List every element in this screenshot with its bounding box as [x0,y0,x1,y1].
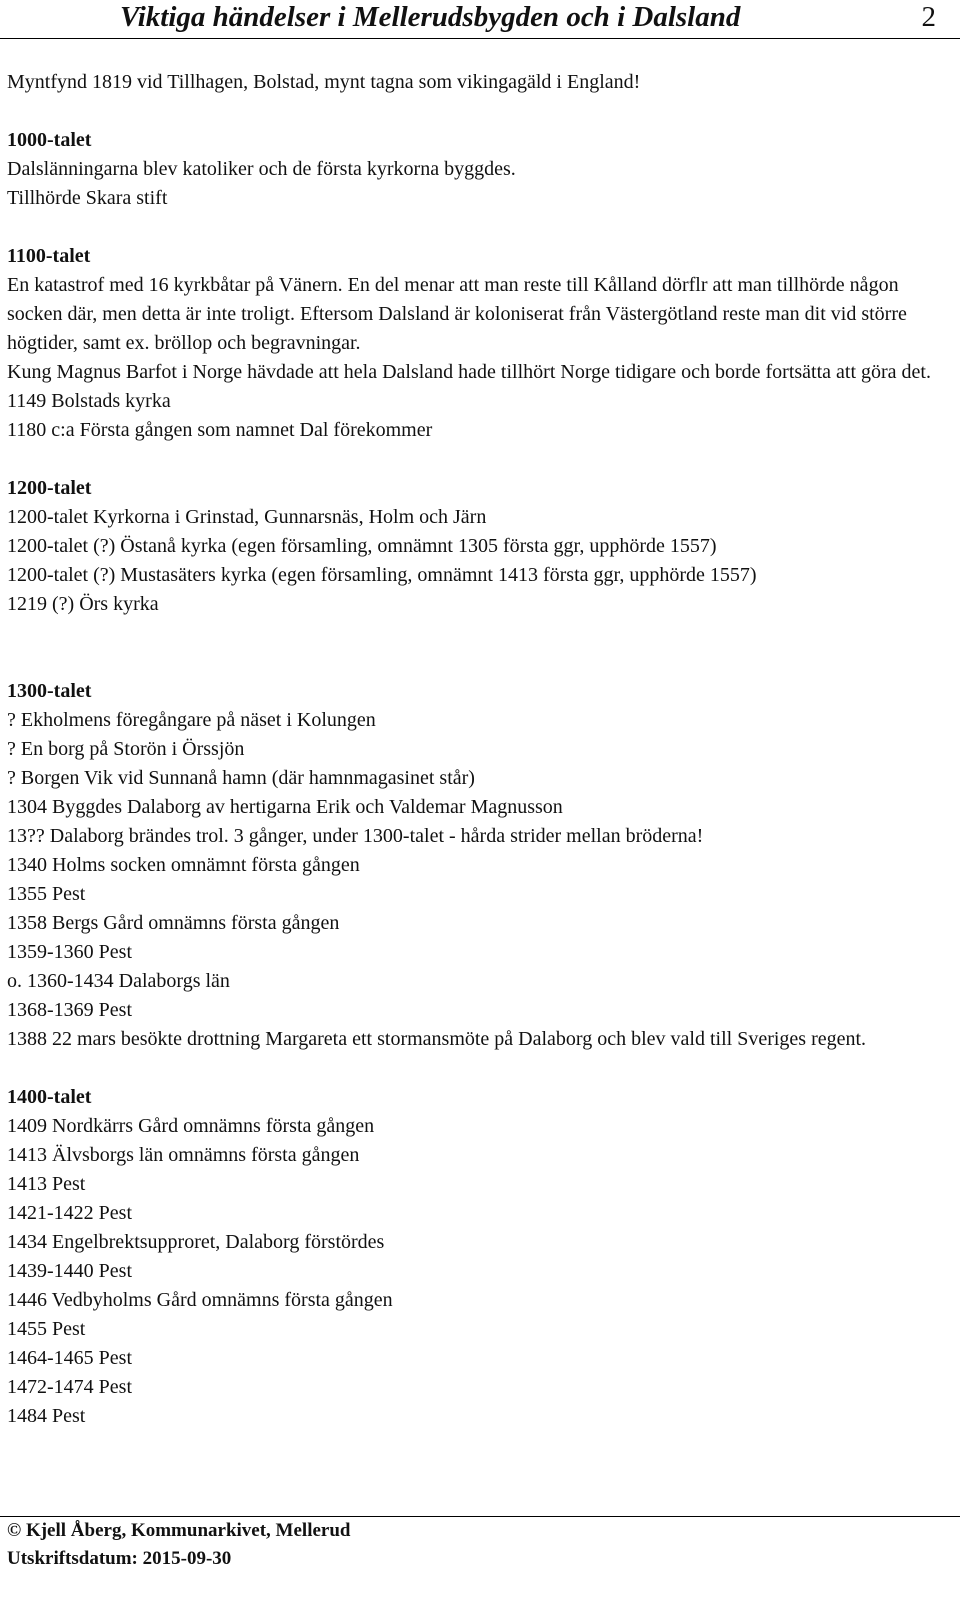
text-line: 1219 (?) Örs kyrka [7,593,159,615]
section-1400-talet [7,1083,947,1431]
section-1300-talet [7,677,947,1054]
text-line: ? Ekholmens föregångare på näset i Kolungen [7,709,376,731]
section-heading: 1100-talet [7,245,91,267]
page-footer [0,1516,960,1609]
text-line: Myntfynd 1819 vid Tillhagen, Bolstad, mynt tagna som vikingagäld i England! [7,71,641,93]
text-line: 1464-1465 Pest [7,1347,132,1369]
text-line: 1358 Bergs Gård omnämns första gången [7,912,340,934]
section-heading: 1400-talet [7,1086,92,1108]
section-heading: 1200-talet [7,477,92,499]
text-line: 1455 Pest [7,1318,86,1340]
text-line: 1446 Vedbyholms Gård omnämns första gången [7,1289,393,1311]
section-1000-talet [7,126,947,213]
intro-section [7,68,947,97]
text-line: 1200-talet (?) Östanå kyrka (egen församling, omnämnt 1305 första ggr, upphörde 1557) [7,535,717,557]
header-divider [0,38,960,39]
page-header [0,0,960,44]
text-line: 1368-1369 Pest [7,999,132,1021]
section-1100-talet [7,242,947,445]
text-line: 1413 Pest [7,1173,86,1195]
text-line: 1484 Pest [7,1405,86,1427]
text-line: o. 1360-1434 Dalaborgs län [7,970,230,992]
text-line: 1409 Nordkärrs Gård omnämns första gången [7,1115,375,1137]
footer-print-date: Utskriftsdatum: 2015-09-30 [7,1548,232,1569]
section-heading: 1000-talet [7,129,92,151]
text-line: 1180 c:a Första gången som namnet Dal förekommer [7,419,433,441]
text-line: 1434 Engelbrektsupproret, Dalaborg förstördes [7,1231,385,1253]
section-heading: 1300-talet [7,680,92,702]
text-paragraph: Kung Magnus Barfot i Norge hävdade att hela Dalsland hade tillhört Norge tidigare och borde fortsätta att göra det. [7,361,931,383]
text-line: 1355 Pest [7,883,86,905]
text-line: Dalslänningarna blev katoliker och de första kyrkorna byggdes. [7,158,516,180]
section-1200-talet [7,474,947,619]
text-line: 1304 Byggdes Dalaborg av hertigarna Erik och Valdemar Magnusson [7,796,563,818]
footer-divider [0,1516,960,1517]
text-line: 1421-1422 Pest [7,1202,132,1224]
document-body [7,68,947,1460]
text-line: 1413 Älvsborgs län omnämns första gången [7,1144,360,1166]
page-title: Viktiga händelser i Mellerudsbygden och i Dalsland [120,1,741,33]
text-line: ? En borg på Storön i Örssjön [7,738,245,760]
text-paragraph: En katastrof med 16 kyrkbåtar på Vänern. En del menar att man reste till Kålland dörflr att man tillhörde någon socken där, men detta är inte troligt. Eftersom Dalsland är koloniserat från Västergötland reste man dit vid större högtider, samt ex. bröllop och begravningar. [7,274,907,354]
text-line: 1340 Holms socken omnämnt första gången [7,854,360,876]
text-line: 1439-1440 Pest [7,1260,132,1282]
text-line: 1149 Bolstads kyrka [7,390,171,412]
footer-copyright: © Kjell Åberg, Kommunarkivet, Mellerud [7,1520,351,1541]
text-line: Tillhörde Skara stift [7,187,168,209]
text-line: 1200-talet Kyrkorna i Grinstad, Gunnarsnäs, Holm och Järn [7,506,487,528]
text-line: 1200-talet (?) Mustasäters kyrka (egen församling, omnämnt 1413 första ggr, upphörde 1557) [7,564,757,586]
text-line: 13?? Dalaborg brändes trol. 3 gånger, under 1300-talet - hårda strider mellan bröderna! [7,825,704,847]
page-number: 2 [921,1,936,33]
text-line: 1472-1474 Pest [7,1376,132,1398]
text-paragraph: 1388 22 mars besökte drottning Margareta ett stormansmöte på Dalaborg och blev vald till Sveriges regent. [7,1028,867,1050]
text-line: ? Borgen Vik vid Sunnanå hamn (där hamnmagasinet står) [7,767,475,789]
text-line: 1359-1360 Pest [7,941,132,963]
